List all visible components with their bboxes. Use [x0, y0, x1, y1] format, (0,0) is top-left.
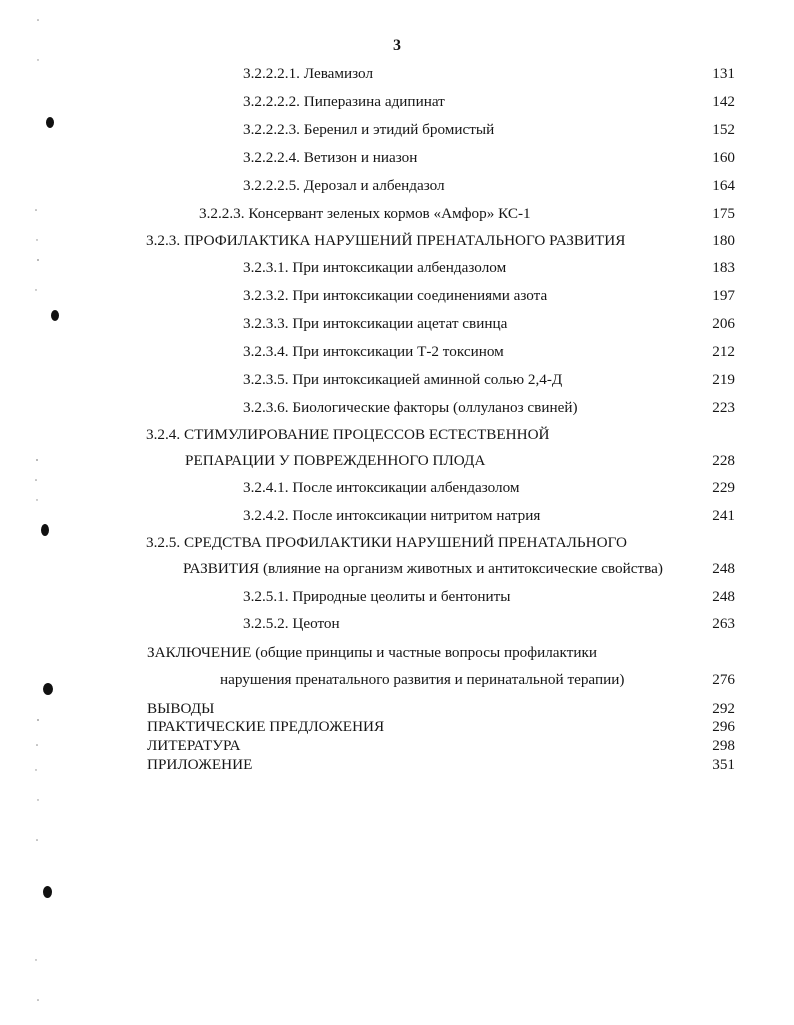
toc-entry-title: 3.2.3.5. При интоксикацией аминной солью 2,4-Д	[243, 371, 563, 388]
margin-dots	[0, 0, 60, 1025]
toc-entry-title: 3.2.3.2. При интоксикации соединениями азота	[243, 287, 548, 304]
toc-entry-page: 160	[712, 149, 735, 166]
toc-entry-page: 212	[712, 343, 735, 360]
toc-entry-page: 276	[712, 671, 735, 688]
toc-entry-page: 298	[712, 737, 735, 754]
toc-entry-page: 228	[712, 452, 735, 469]
toc-entry-title: РАЗВИТИЯ (влияние на организм животных и антитоксические свойства)	[183, 560, 663, 577]
toc-entry-title: ПРИЛОЖЕНИЕ	[147, 756, 253, 773]
toc-entry-title: ЛИТЕРАТУРА	[147, 737, 241, 754]
toc-entry-title: нарушения пренатального развития и перинатальной терапии)	[220, 671, 625, 688]
toc-entry-page: 164	[712, 177, 735, 194]
toc-entry-page: 175	[712, 205, 735, 222]
toc-entry-page: 142	[712, 93, 735, 110]
toc-entry-page: 248	[712, 560, 735, 577]
toc-entry-page: 351	[712, 756, 735, 773]
toc-entry-title: РЕПАРАЦИИ У ПОВРЕЖДЕННОГО ПЛОДА	[185, 452, 486, 469]
toc-entry-title: 3.2.4.2. После интоксикации нитритом натрия	[243, 507, 541, 524]
page-number: 3	[393, 37, 401, 54]
toc-entry-title: 3.2.3.4. При интоксикации Т-2 токсином	[243, 343, 504, 360]
toc-entry-title: 3.2.2.2.1. Левамизол	[243, 65, 374, 82]
toc-entry-page: 296	[712, 718, 735, 735]
toc-entry-title: 3.2.3. ПРОФИЛАКТИКА НАРУШЕНИЙ ПРЕНАТАЛЬНОГО РАЗВИТИЯ	[146, 232, 626, 249]
toc-entry-page: 197	[712, 287, 735, 304]
toc-entry-title: ВЫВОДЫ	[147, 700, 215, 717]
toc-entry-page: 152	[712, 121, 735, 138]
toc-entry-title: 3.2.5.2. Цеотон	[243, 615, 340, 632]
toc-entry-title: 3.2.2.2.2. Пиперазина адипинат	[243, 93, 445, 110]
toc-entry-title: 3.2.4. СТИМУЛИРОВАНИЕ ПРОЦЕССОВ ЕСТЕСТВЕННОЙ	[146, 426, 550, 443]
toc-entry-page: 223	[712, 399, 735, 416]
toc-entry-title: 3.2.5.1. Природные цеолиты и бентониты	[243, 588, 511, 605]
toc-entry-page: 248	[712, 588, 735, 605]
toc-entry-page: 206	[712, 315, 735, 332]
toc-entry-title: 3.2.2.2.4. Ветизон и ниазон	[243, 149, 418, 166]
toc-entry-title: 3.2.2.2.3. Беренил и этидий бромистый	[243, 121, 495, 138]
toc-entry-page: 292	[712, 700, 735, 717]
toc-entry-page: 131	[712, 65, 735, 82]
toc-entry-title: 3.2.3.1. При интоксикации албендазолом	[243, 259, 507, 276]
toc-entry-page: 219	[712, 371, 735, 388]
toc-entry-title: ЗАКЛЮЧЕНИЕ (общие принципы и частные вопросы профилактики	[147, 644, 597, 661]
toc-entry-title: 3.2.3.6. Биологические факторы (оллуланоз свиней)	[243, 399, 578, 416]
toc-entry-title: 3.2.2.2.5. Дерозал и албендазол	[243, 177, 445, 194]
toc-entry-title: ПРАКТИЧЕСКИЕ ПРЕДЛОЖЕНИЯ	[147, 718, 385, 735]
toc-entry-title: 3.2.5. СРЕДСТВА ПРОФИЛАКТИКИ НАРУШЕНИЙ ПРЕНАТАЛЬНОГО	[146, 534, 627, 551]
toc-entry-page: 229	[712, 479, 735, 496]
toc-entry-title: 3.2.2.3. Консервант зеленых кормов «Амфор» КС-1	[199, 205, 531, 222]
toc-entry-page: 183	[712, 259, 735, 276]
toc-entry-title: 3.2.4.1. После интоксикации албендазолом	[243, 479, 520, 496]
toc-entry-page: 263	[712, 615, 735, 632]
toc-entry-title: 3.2.3.3. При интоксикации ацетат свинца	[243, 315, 508, 332]
toc-entry-page: 180	[712, 232, 735, 249]
toc-entry-page: 241	[712, 507, 735, 524]
